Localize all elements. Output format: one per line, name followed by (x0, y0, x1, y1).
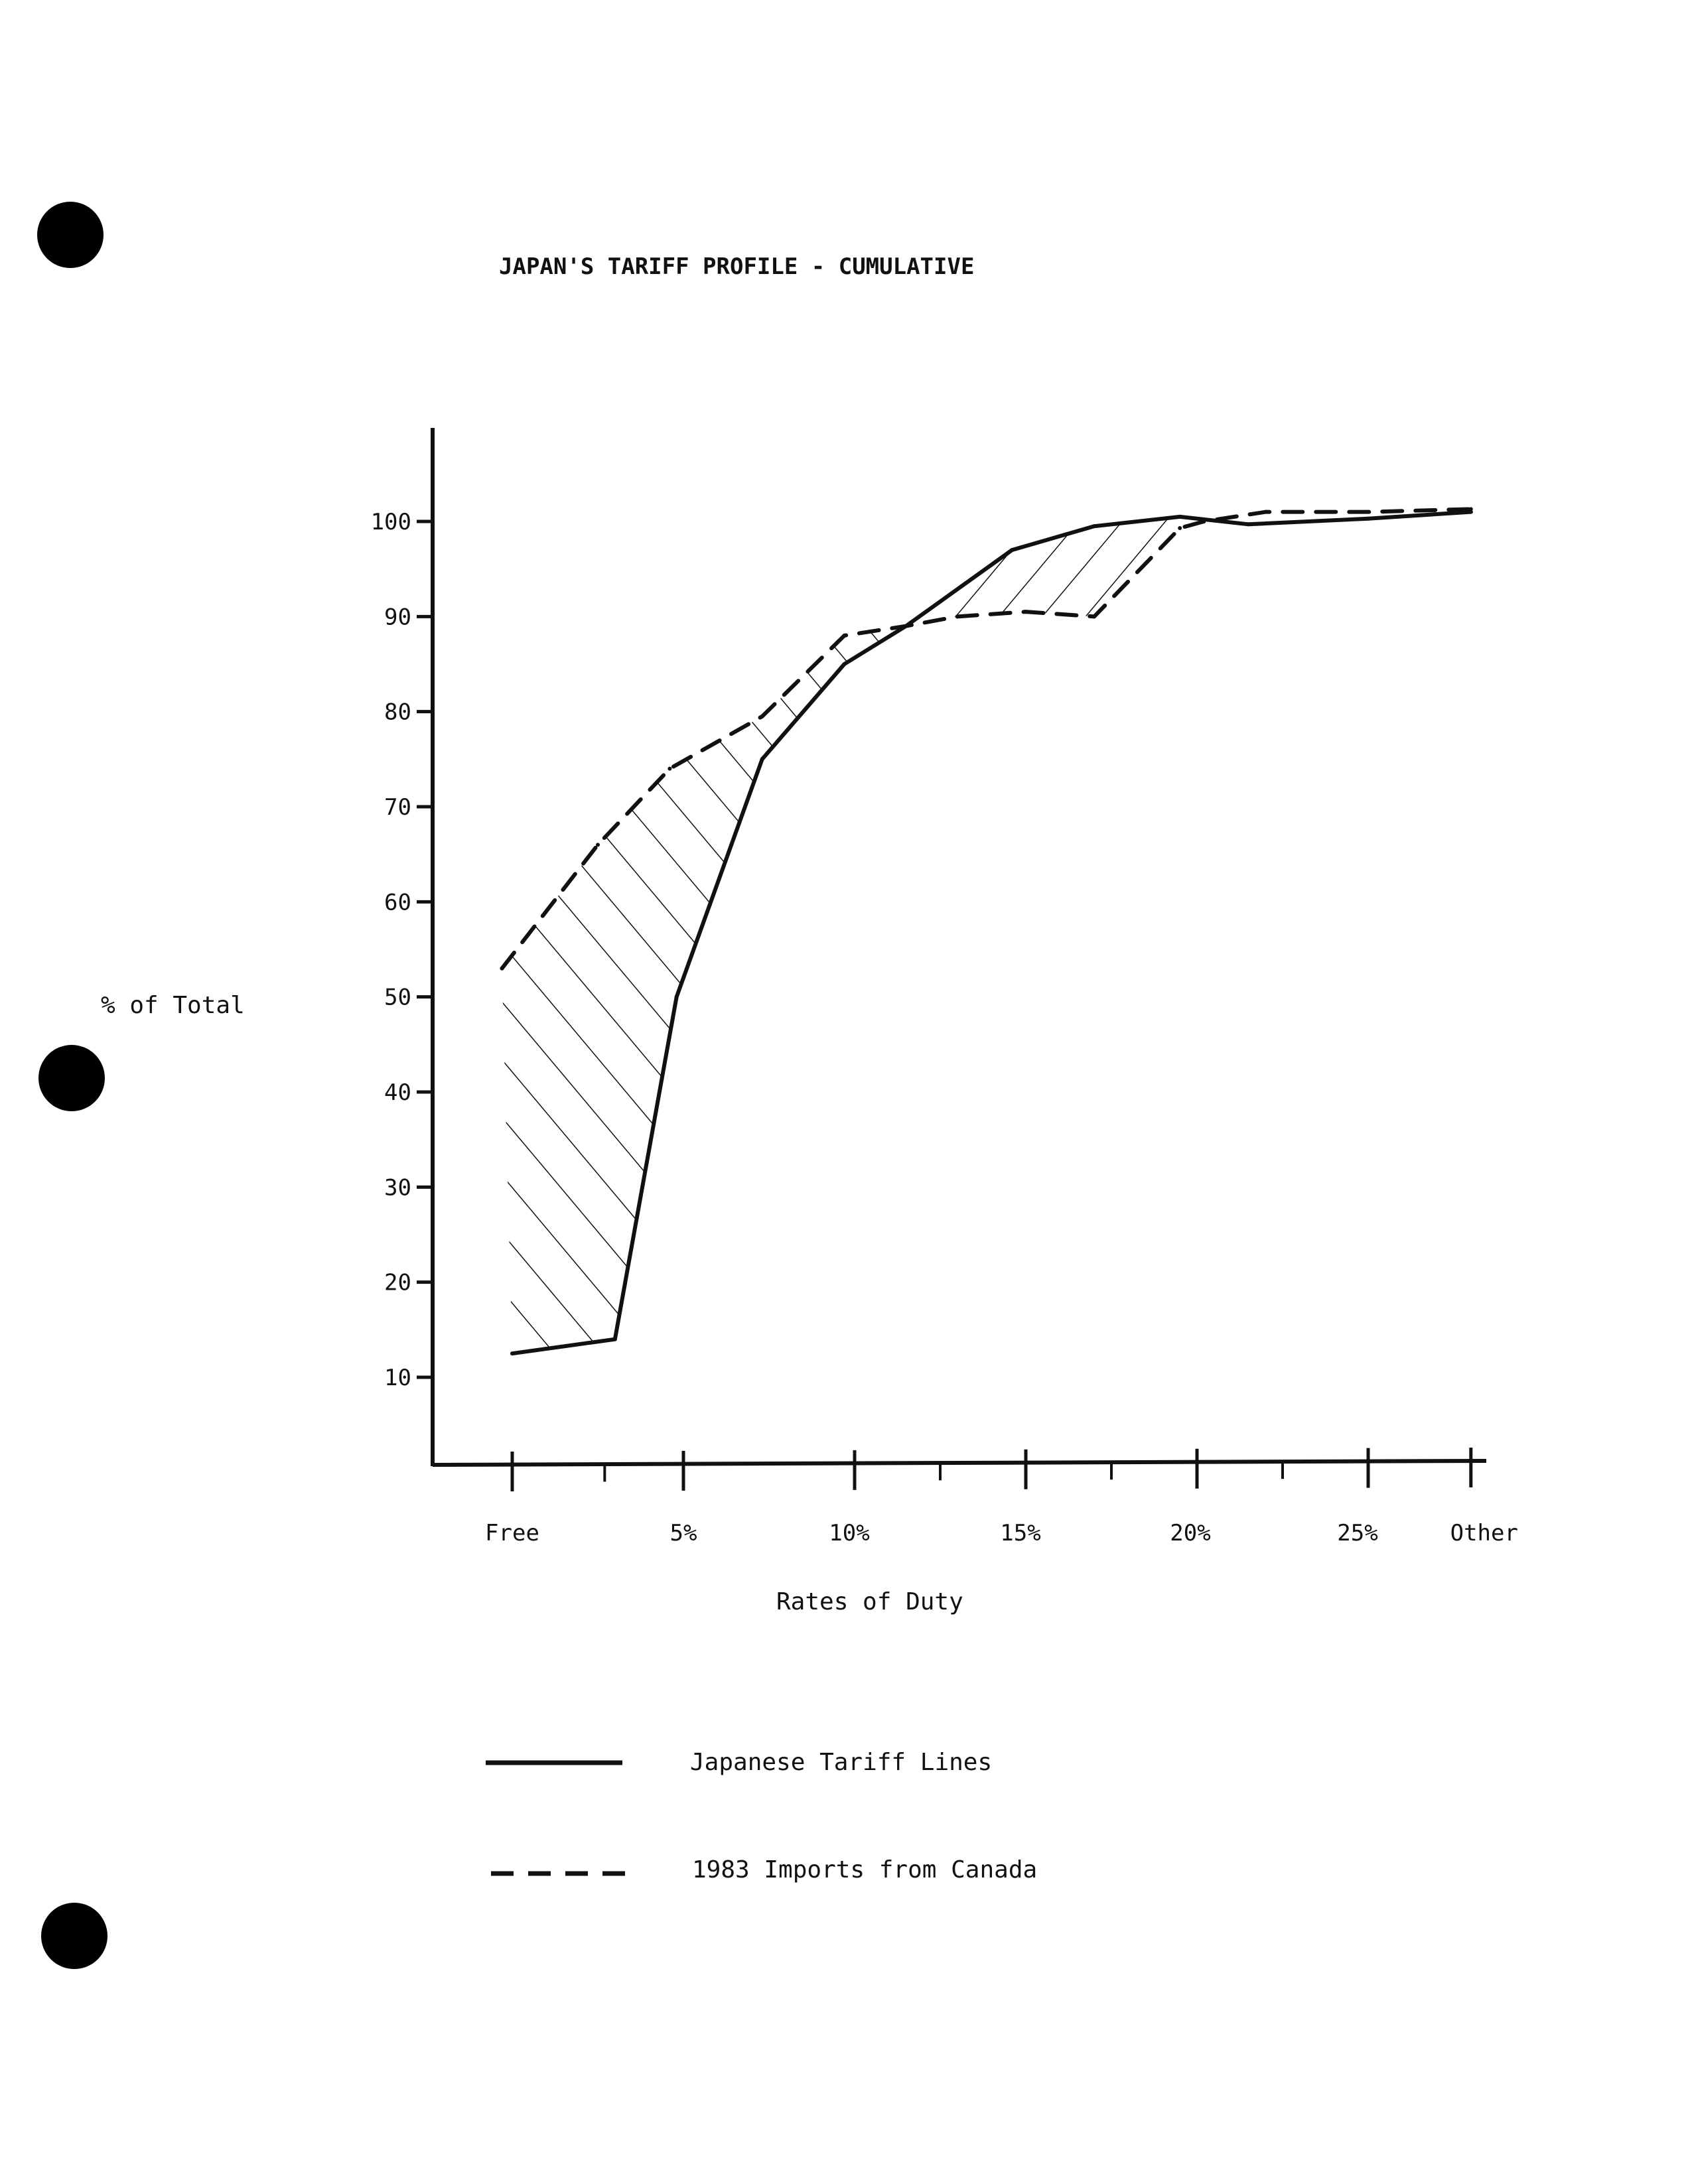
series-japanese-tariff-lines-point (1092, 524, 1096, 528)
legend-label-1983-imports-from-canada: 1983 Imports from Canada (692, 1856, 1038, 1883)
y-tick-label: 40 (384, 1079, 411, 1106)
series-imports-from-canada-point (668, 767, 671, 771)
x-tick-label: 15% (1000, 1520, 1041, 1546)
binder-hole-bottom (41, 1903, 107, 1969)
hatch-region-mid-rates (906, 517, 1204, 626)
x-tick-label: 10% (829, 1520, 870, 1546)
series-imports-from-canada-point (1263, 510, 1267, 514)
hatch-region-low-rates (502, 626, 906, 1354)
series-imports-from-canada-point (760, 715, 764, 718)
y-tick-label: 70 (384, 794, 411, 821)
series-japanese-tariff-lines-point (843, 662, 847, 666)
x-tick-label: 5% (669, 1520, 697, 1546)
legend (486, 1749, 1037, 1883)
series-imports-from-canada-point (596, 843, 600, 847)
series-imports-from-canada-point (500, 967, 504, 971)
x-tick-label: 25% (1337, 1520, 1378, 1546)
series-imports-from-canada-point (955, 614, 959, 618)
y-tick-label: 10 (384, 1365, 411, 1391)
binder-hole-middle (38, 1045, 105, 1111)
y-tick-label: 90 (384, 604, 411, 631)
series-imports-from-canada-point (1024, 610, 1028, 614)
y-axis-label: % of Total (101, 992, 245, 1019)
y-tick-label: 20 (384, 1269, 411, 1296)
series-imports-from-canada-point (1366, 510, 1370, 514)
y-tick-label: 50 (384, 984, 411, 1011)
series-japanese-tariff-lines-point (675, 995, 679, 999)
series-japanese-tariff-lines-point (1010, 548, 1014, 552)
series-imports-from-canada-point (843, 634, 847, 638)
y-tick-label: 80 (384, 699, 411, 726)
binder-hole-top (37, 202, 104, 268)
y-tick-label: 60 (384, 889, 411, 916)
x-tick-label: Free (485, 1520, 539, 1546)
legend-label-japanese-tariff-lines: Japanese Tariff Lines (690, 1749, 993, 1776)
series-japanese-tariff-lines-point (613, 1337, 617, 1341)
series-imports-from-canada-point (1092, 614, 1096, 618)
y-tick-label: 100 (370, 509, 411, 535)
series-japanese-tariff-lines-point (1366, 517, 1370, 521)
series-japanese-tariff-lines-point (760, 757, 764, 761)
series-imports-from-canada-point (1178, 526, 1182, 530)
series-japanese-tariff-lines-point (1246, 522, 1250, 526)
x-tick-label: Other (1450, 1520, 1518, 1546)
series-japanese-tariff-lines-point (510, 1351, 514, 1355)
chart-title: JAPAN'S TARIFF PROFILE - CUMULATIVE (499, 253, 975, 280)
series-japanese-tariff-lines-point (1178, 515, 1182, 519)
x-axis-label: Rates of Duty (776, 1588, 963, 1615)
series-japanese-tariff-lines-point (904, 624, 908, 628)
hatched-difference-regions (502, 517, 1204, 1353)
x-axis-line (433, 1461, 1486, 1465)
series-japanese-tariff-lines-point (1469, 510, 1473, 514)
x-tick-label: 20% (1170, 1520, 1211, 1546)
y-tick-label: 30 (384, 1174, 411, 1201)
